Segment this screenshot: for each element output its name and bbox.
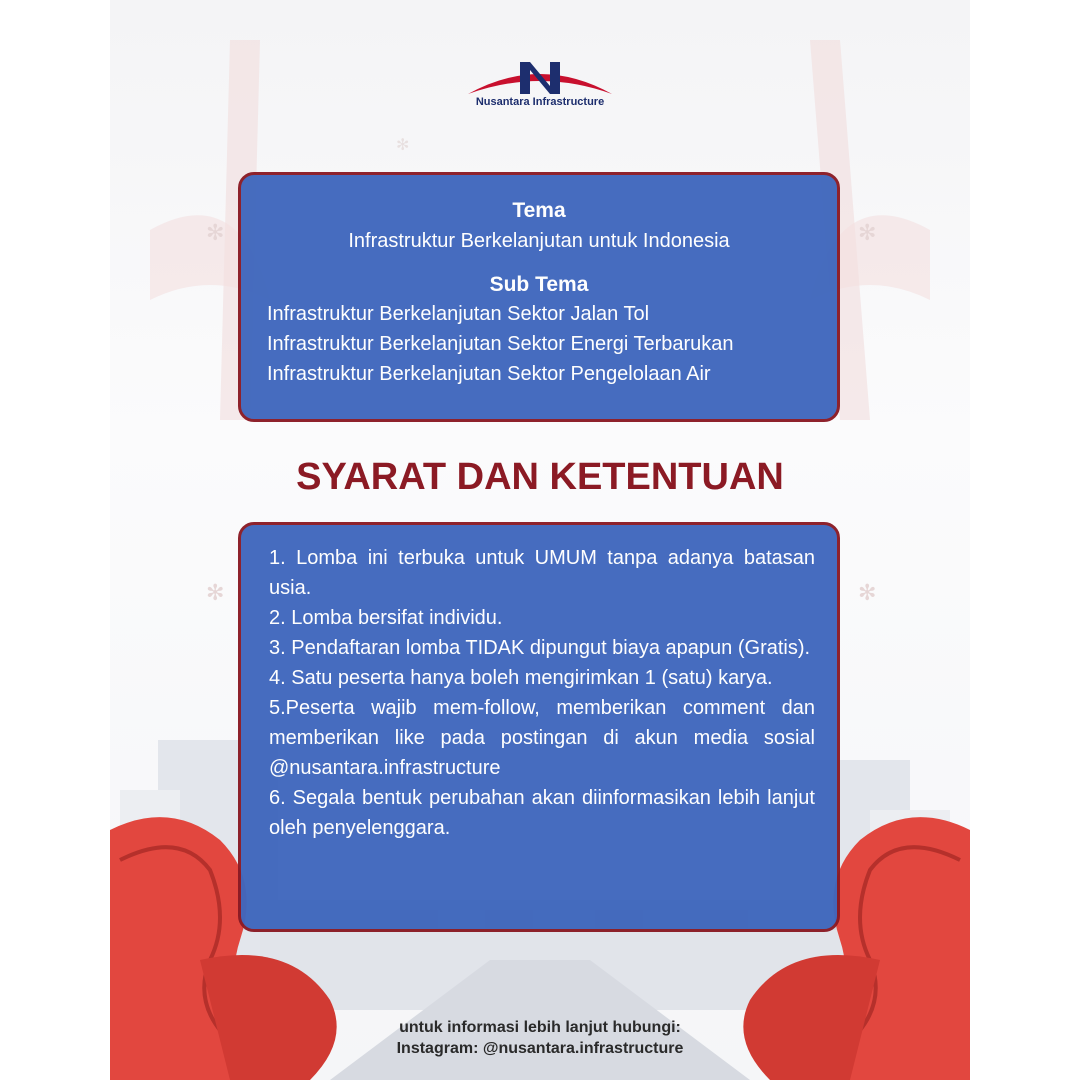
theme-heading: Tema <box>512 199 566 222</box>
rule-item: 2. Lomba bersifat individu. <box>269 607 503 629</box>
contact-instagram: Instagram: @nusantara.infrastructure <box>396 1040 684 1057</box>
rule-item: 5.Peserta wajib mem-follow, memberikan comment dan memberikan like pada postingan di akun media sosial @nusantara.infrastructure <box>269 697 815 779</box>
subtheme-item: Infrastruktur Berkelanjutan Sektor Energi Terbarukan <box>267 333 734 355</box>
subtheme-heading: Sub Tema <box>489 273 589 296</box>
rules-list <box>269 543 815 843</box>
company-logo <box>458 56 622 116</box>
contact-prompt: untuk informasi lebih lanjut hubungi: <box>399 1019 681 1036</box>
rule-item: 6. Segala bentuk perubahan akan diinformasikan lebih lanjut oleh penyelenggara. <box>269 787 815 839</box>
theme-panel <box>238 172 840 422</box>
svg-text:✻: ✻ <box>396 135 410 154</box>
rule-item: 1. Lomba ini terbuka untuk UMUM tanpa adanya batasan usia. <box>269 547 815 599</box>
rule-item: 3. Pendaftaran lomba TIDAK dipungut biaya apapun (Gratis). <box>269 637 811 659</box>
rules-panel <box>238 522 840 932</box>
rules-title: SYARAT DAN KETENTUAN <box>296 456 784 498</box>
rule-item: 4. Satu peserta hanya boleh mengirimkan 1 (satu) karya. <box>269 667 773 689</box>
logo-wordmark: Nusantara Infrastructure <box>475 96 605 108</box>
subtheme-item: Infrastruktur Berkelanjutan Sektor Jalan Tol <box>267 303 650 325</box>
logo-icon <box>458 56 622 96</box>
svg-text:✻: ✻ <box>206 581 225 606</box>
subtheme-item: Infrastruktur Berkelanjutan Sektor Pengelolaan Air <box>267 363 711 385</box>
svg-text:✻: ✻ <box>858 221 877 246</box>
svg-text:✻: ✻ <box>858 581 877 606</box>
svg-text:✻: ✻ <box>206 221 225 246</box>
theme-text: Infrastruktur Berkelanjutan untuk Indonesia <box>348 230 730 252</box>
